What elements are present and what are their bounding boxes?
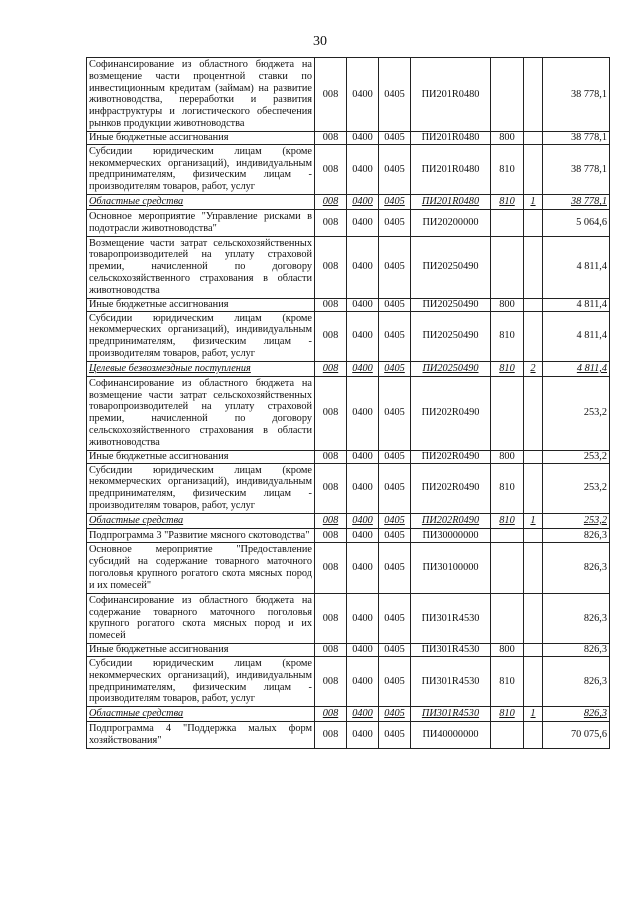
row-source-code <box>524 722 543 749</box>
row-subsection-code: 0405 <box>379 656 411 706</box>
row-name: Подпрограмма 3 "Развитие мясного скотоводства" <box>87 528 315 543</box>
row-amount: 826,3 <box>543 656 610 706</box>
row-name: Иные бюджетные ассигнования <box>87 131 315 144</box>
table-row <box>87 311 610 361</box>
row-ved-code: 008 <box>315 593 347 643</box>
row-subsection-code: 0405 <box>379 361 411 376</box>
row-amount: 38 778,1 <box>543 144 610 194</box>
row-amount: 253,2 <box>543 376 610 450</box>
row-subsection-code: 0405 <box>379 131 411 144</box>
row-source-code <box>524 144 543 194</box>
row-target-article-code: ПИ301R4530 <box>411 656 491 706</box>
row-subsection-code: 0405 <box>379 463 411 513</box>
row-subsection-code: 0405 <box>379 450 411 463</box>
row-subsection-code: 0405 <box>379 593 411 643</box>
row-section-code: 0400 <box>347 707 379 722</box>
row-name: Софинансирование из областного бюджета на возмещение части затрат сельскохозяйственных товаропроизводителей на уплату страховой премии, начисленной по договору сельскохозяйственного страхования в области животноводства <box>87 376 315 450</box>
row-expense-type-code <box>491 722 524 749</box>
row-target-article-code: ПИ40000000 <box>411 722 491 749</box>
row-target-article-code: ПИ301R4530 <box>411 707 491 722</box>
row-ved-code: 008 <box>315 298 347 311</box>
row-target-article-code: ПИ202R0490 <box>411 450 491 463</box>
row-ved-code: 008 <box>315 131 347 144</box>
row-expense-type-code: 800 <box>491 644 524 657</box>
row-section-code: 0400 <box>347 528 379 543</box>
row-expense-type-code <box>491 593 524 643</box>
table-row <box>87 707 610 722</box>
row-target-article-code: ПИ20250490 <box>411 311 491 361</box>
row-name: Софинансирование из областного бюджета на возмещение части процентной ставки по инвестиционным кредитам (займам) на развитие животноводства, переработки и развития инфраструктуры и логистического обеспечения рынков продукции животноводства <box>87 58 315 132</box>
row-ved-code: 008 <box>315 144 347 194</box>
row-amount: 826,3 <box>543 593 610 643</box>
row-name: Субсидии юридическим лицам (кроме некоммерческих организаций), индивидуальным предпринимателям, физическим лицам - производителям товаров, работ, услуг <box>87 144 315 194</box>
row-name: Возмещение части затрат сельскохозяйственных товаропроизводителей на уплату страховой премии, начисленной по договору сельскохозяйственного страхования в области животноводства <box>87 236 315 298</box>
row-amount: 70 075,6 <box>543 722 610 749</box>
row-target-article-code: ПИ30000000 <box>411 528 491 543</box>
row-section-code: 0400 <box>347 376 379 450</box>
row-amount: 826,3 <box>543 543 610 593</box>
row-amount: 253,2 <box>543 463 610 513</box>
table-row <box>87 513 610 528</box>
row-section-code: 0400 <box>347 236 379 298</box>
row-section-code: 0400 <box>347 463 379 513</box>
row-name: Областные средства <box>87 707 315 722</box>
row-ved-code: 008 <box>315 361 347 376</box>
row-amount: 4 811,4 <box>543 236 610 298</box>
table-row <box>87 463 610 513</box>
row-source-code <box>524 543 543 593</box>
row-source-code <box>524 298 543 311</box>
row-ved-code: 008 <box>315 58 347 132</box>
row-target-article-code: ПИ30100000 <box>411 543 491 593</box>
row-subsection-code: 0405 <box>379 144 411 194</box>
budget-rows <box>87 58 610 749</box>
row-expense-type-code: 810 <box>491 463 524 513</box>
row-ved-code: 008 <box>315 656 347 706</box>
row-name: Иные бюджетные ассигнования <box>87 644 315 657</box>
row-expense-type-code: 810 <box>491 513 524 528</box>
row-ved-code: 008 <box>315 528 347 543</box>
row-target-article-code: ПИ301R4530 <box>411 644 491 657</box>
row-source-code: 2 <box>524 361 543 376</box>
row-expense-type-code: 800 <box>491 298 524 311</box>
row-section-code: 0400 <box>347 722 379 749</box>
row-source-code <box>524 209 543 236</box>
row-amount: 826,3 <box>543 644 610 657</box>
row-amount: 826,3 <box>543 707 610 722</box>
row-amount: 4 811,4 <box>543 361 610 376</box>
row-section-code: 0400 <box>347 450 379 463</box>
table-row <box>87 361 610 376</box>
row-name: Иные бюджетные ассигнования <box>87 450 315 463</box>
budget-table <box>86 57 610 749</box>
row-source-code <box>524 131 543 144</box>
row-subsection-code: 0405 <box>379 644 411 657</box>
row-expense-type-code: 800 <box>491 131 524 144</box>
row-name: Субсидии юридическим лицам (кроме некоммерческих организаций), индивидуальным предпринимателям, физическим лицам - производителям товаров, работ, услуг <box>87 656 315 706</box>
row-source-code <box>524 656 543 706</box>
row-section-code: 0400 <box>347 644 379 657</box>
row-ved-code: 008 <box>315 707 347 722</box>
row-expense-type-code <box>491 58 524 132</box>
row-source-code <box>524 376 543 450</box>
row-expense-type-code <box>491 236 524 298</box>
row-ved-code: 008 <box>315 195 347 210</box>
row-ved-code: 008 <box>315 311 347 361</box>
row-ved-code: 008 <box>315 722 347 749</box>
row-target-article-code: ПИ20250490 <box>411 236 491 298</box>
row-source-code <box>524 528 543 543</box>
row-amount: 38 778,1 <box>543 131 610 144</box>
table-row <box>87 722 610 749</box>
row-target-article-code: ПИ201R0480 <box>411 195 491 210</box>
row-section-code: 0400 <box>347 209 379 236</box>
row-target-article-code: ПИ301R4530 <box>411 593 491 643</box>
row-expense-type-code: 810 <box>491 707 524 722</box>
table-row <box>87 209 610 236</box>
row-subsection-code: 0405 <box>379 209 411 236</box>
row-expense-type-code: 810 <box>491 195 524 210</box>
row-section-code: 0400 <box>347 593 379 643</box>
row-ved-code: 008 <box>315 513 347 528</box>
row-section-code: 0400 <box>347 144 379 194</box>
row-source-code <box>524 593 543 643</box>
row-ved-code: 008 <box>315 644 347 657</box>
row-amount: 4 811,4 <box>543 298 610 311</box>
row-subsection-code: 0405 <box>379 722 411 749</box>
row-subsection-code: 0405 <box>379 543 411 593</box>
row-expense-type-code <box>491 543 524 593</box>
row-source-code <box>524 463 543 513</box>
row-section-code: 0400 <box>347 195 379 210</box>
row-ved-code: 008 <box>315 450 347 463</box>
table-row <box>87 656 610 706</box>
row-subsection-code: 0405 <box>379 528 411 543</box>
row-target-article-code: ПИ20250490 <box>411 361 491 376</box>
row-section-code: 0400 <box>347 656 379 706</box>
row-section-code: 0400 <box>347 543 379 593</box>
row-amount: 5 064,6 <box>543 209 610 236</box>
row-name: Иные бюджетные ассигнования <box>87 298 315 311</box>
row-ved-code: 008 <box>315 543 347 593</box>
row-section-code: 0400 <box>347 361 379 376</box>
row-target-article-code: ПИ202R0490 <box>411 376 491 450</box>
row-target-article-code: ПИ202R0490 <box>411 463 491 513</box>
row-name: Областные средства <box>87 195 315 210</box>
row-ved-code: 008 <box>315 209 347 236</box>
row-name: Субсидии юридическим лицам (кроме некоммерческих организаций), индивидуальным предпринимателям, физическим лицам - производителям товаров, работ, услуг <box>87 463 315 513</box>
row-subsection-code: 0405 <box>379 236 411 298</box>
page-number: 30 <box>313 34 327 49</box>
row-amount: 826,3 <box>543 528 610 543</box>
row-source-code: 1 <box>524 513 543 528</box>
table-row <box>87 593 610 643</box>
row-section-code: 0400 <box>347 298 379 311</box>
row-section-code: 0400 <box>347 131 379 144</box>
row-expense-type-code: 810 <box>491 656 524 706</box>
row-section-code: 0400 <box>347 513 379 528</box>
row-subsection-code: 0405 <box>379 513 411 528</box>
row-subsection-code: 0405 <box>379 195 411 210</box>
row-amount: 4 811,4 <box>543 311 610 361</box>
table-row <box>87 144 610 194</box>
table-row <box>87 450 610 463</box>
row-source-code <box>524 236 543 298</box>
row-section-code: 0400 <box>347 58 379 132</box>
row-ved-code: 008 <box>315 236 347 298</box>
row-expense-type-code <box>491 376 524 450</box>
row-source-code <box>524 644 543 657</box>
row-expense-type-code <box>491 209 524 236</box>
row-target-article-code: ПИ20200000 <box>411 209 491 236</box>
row-subsection-code: 0405 <box>379 298 411 311</box>
row-subsection-code: 0405 <box>379 707 411 722</box>
table-row <box>87 376 610 450</box>
row-subsection-code: 0405 <box>379 311 411 361</box>
row-expense-type-code: 810 <box>491 311 524 361</box>
row-target-article-code: ПИ201R0480 <box>411 131 491 144</box>
row-ved-code: 008 <box>315 376 347 450</box>
table-row <box>87 195 610 210</box>
table-row <box>87 236 610 298</box>
table-row <box>87 543 610 593</box>
row-source-code: 1 <box>524 707 543 722</box>
row-ved-code: 008 <box>315 463 347 513</box>
row-name: Подпрограмма 4 "Поддержка малых форм хозяйствования" <box>87 722 315 749</box>
row-source-code <box>524 311 543 361</box>
row-amount: 253,2 <box>543 450 610 463</box>
table-row <box>87 58 610 132</box>
table-row <box>87 528 610 543</box>
row-source-code <box>524 58 543 132</box>
row-expense-type-code: 810 <box>491 361 524 376</box>
row-target-article-code: ПИ201R0480 <box>411 144 491 194</box>
table-row <box>87 298 610 311</box>
row-amount: 38 778,1 <box>543 195 610 210</box>
row-source-code <box>524 450 543 463</box>
table-row <box>87 644 610 657</box>
row-expense-type-code <box>491 528 524 543</box>
row-name: Субсидии юридическим лицам (кроме некоммерческих организаций), индивидуальным предпринимателям, физическим лицам - производителям товаров, работ, услуг <box>87 311 315 361</box>
row-name: Целевые безвозмездные поступления <box>87 361 315 376</box>
table-row <box>87 131 610 144</box>
row-name: Основное мероприятие "Управление рисками в подотрасли животноводства" <box>87 209 315 236</box>
row-target-article-code: ПИ20250490 <box>411 298 491 311</box>
row-expense-type-code: 810 <box>491 144 524 194</box>
row-amount: 38 778,1 <box>543 58 610 132</box>
row-subsection-code: 0405 <box>379 58 411 132</box>
row-source-code: 1 <box>524 195 543 210</box>
row-name: Основное мероприятие "Предоставление субсидий на содержание товарного маточного поголовья крупного рогатого скота мясных пород и их помесей" <box>87 543 315 593</box>
row-subsection-code: 0405 <box>379 376 411 450</box>
row-target-article-code: ПИ201R0480 <box>411 58 491 132</box>
row-expense-type-code: 800 <box>491 450 524 463</box>
row-amount: 253,2 <box>543 513 610 528</box>
row-name: Областные средства <box>87 513 315 528</box>
row-name: Софинансирование из областного бюджета на содержание товарного маточного поголовья крупного рогатого скота мясных пород и их помесей <box>87 593 315 643</box>
row-section-code: 0400 <box>347 311 379 361</box>
row-target-article-code: ПИ202R0490 <box>411 513 491 528</box>
